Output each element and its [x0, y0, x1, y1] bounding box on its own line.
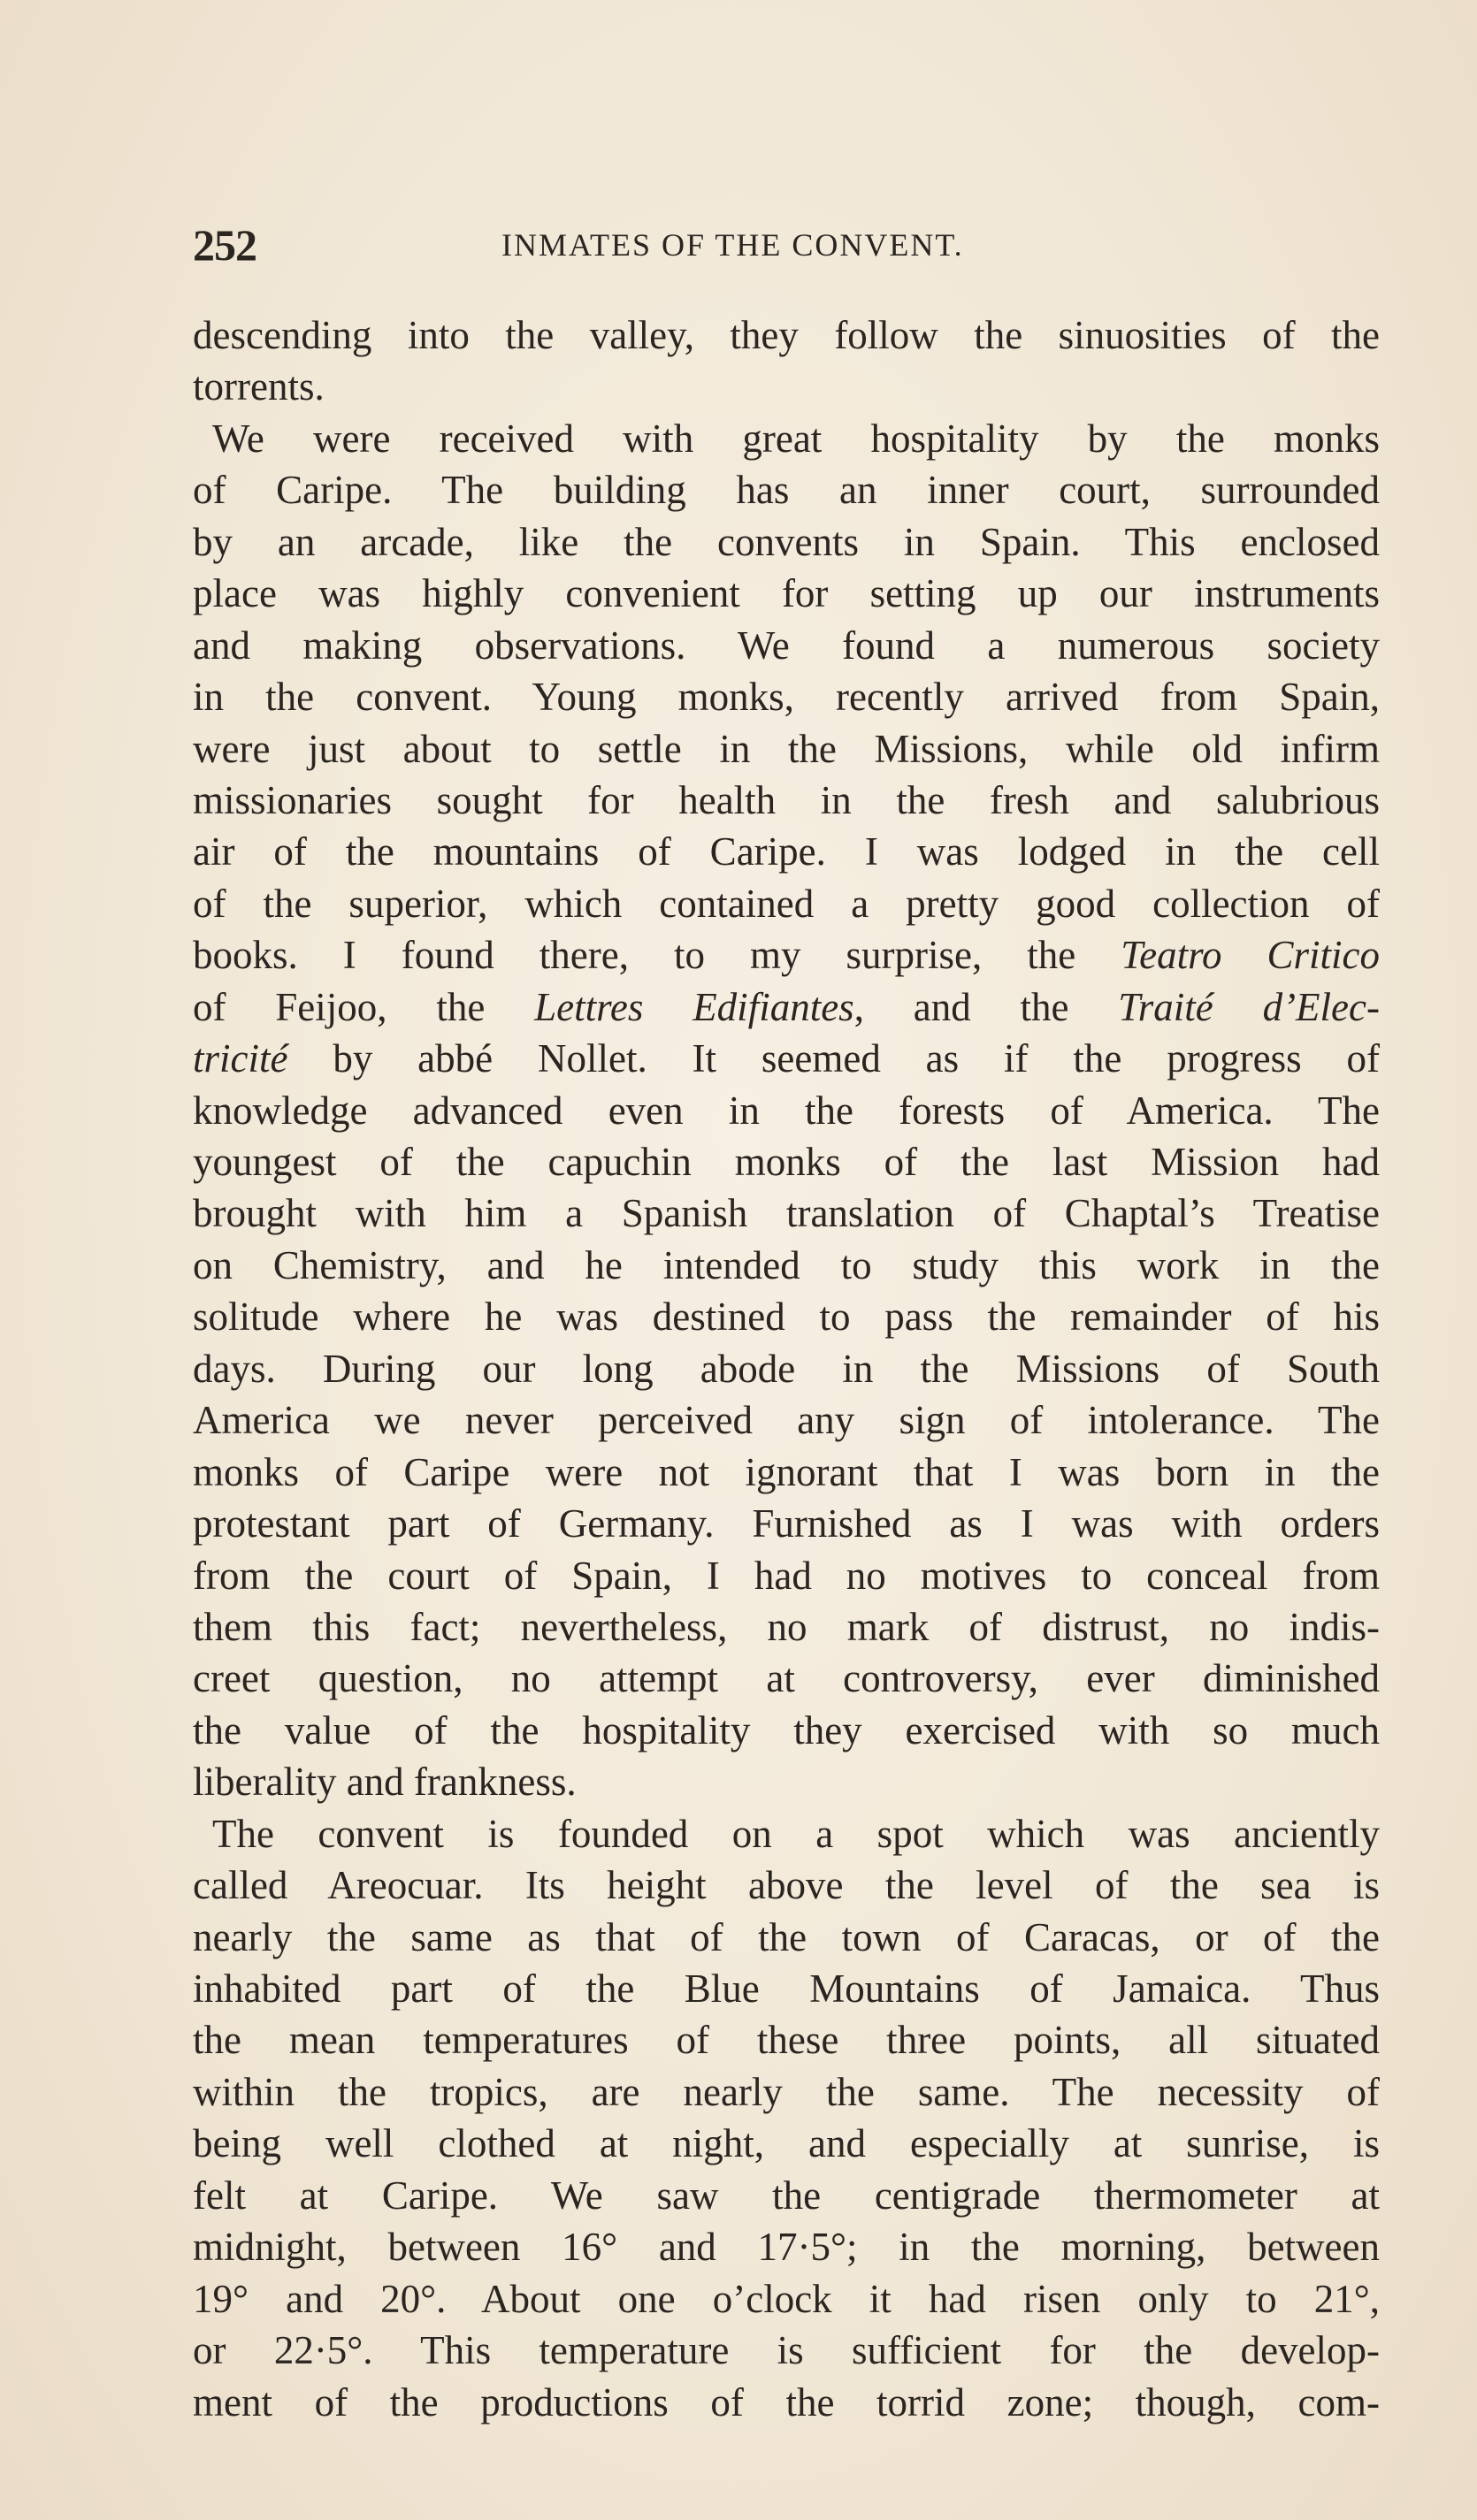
text-segment: descending into the valley, they follow the sinuosities of the [193, 313, 1380, 357]
text-segment: called Areocuar. Its height above the level of the sea is [193, 1863, 1380, 1908]
text-line [193, 1394, 1380, 1446]
text-line [193, 929, 1380, 981]
text-segment: torrents. [193, 364, 325, 409]
text-segment: monks of Caripe were not ignorant that I was born in the [193, 1449, 1380, 1494]
text-line [193, 1912, 1380, 1963]
text-segment: midnight, between 16° and 17·5°; in the morning, between [193, 2225, 1380, 2270]
text-line [193, 1136, 1380, 1187]
italic-title: Teatro Critico [1121, 933, 1380, 978]
text-line [193, 2325, 1380, 2376]
text-segment: within the tropics, are nearly the same. The necessity of [193, 2069, 1380, 2114]
text-segment: creet question, no attempt at controversy, ever diminished [193, 1656, 1380, 1701]
text-line [193, 2118, 1380, 2169]
text-segment: or 22·5°. This temperature is sufficient for the develop- [193, 2328, 1380, 2373]
italic-title: Traité d’Elec- [1118, 984, 1380, 1029]
page-number: 252 [193, 220, 256, 270]
text-line [193, 2170, 1380, 2221]
text-segment: books. I found there, to my surprise, the [193, 933, 1121, 978]
text-line [193, 2221, 1380, 2272]
text-line [193, 361, 1380, 412]
text-line [193, 1447, 1380, 1498]
text-segment: of Feijoo, the [193, 984, 535, 1029]
text-segment: of the superior, which contained a pretty good collection of [193, 881, 1380, 926]
text-segment: America we never perceived any sign of intolerance. The [193, 1398, 1380, 1443]
text-segment: by abbé Nollet. It seemed as if the progress of [287, 1036, 1380, 1081]
text-segment: of Caripe. The building has an inner court, surrounded [193, 468, 1380, 513]
text-line [193, 1343, 1380, 1394]
text-line [193, 1859, 1380, 1911]
text-segment: in the convent. Young monks, recently arrived from Spain, [193, 675, 1380, 720]
paragraph [193, 309, 1380, 413]
paragraph [193, 413, 1380, 1808]
text-line [193, 1756, 1380, 1807]
text-segment: from the court of Spain, I had no motives to conceal from [193, 1553, 1380, 1598]
italic-title: tricité [193, 1036, 288, 1081]
text-segment: days. During our long abode in the Missions of South [193, 1346, 1380, 1391]
text-segment: knowledge advanced even in the forests of America. The [193, 1088, 1380, 1133]
text-segment: were just about to settle in the Missions, while old infirm [193, 726, 1380, 771]
text-line [193, 413, 1380, 464]
text-segment: them this fact; nevertheless, no mark of distrust, no indis- [193, 1604, 1380, 1649]
text-line [193, 1187, 1380, 1239]
text-segment: We were received with great hospitality by the monks [212, 416, 1380, 461]
text-line [193, 775, 1380, 826]
text-segment: protestant part of Germany. Furnished as I was with orders [193, 1501, 1380, 1546]
text-segment: felt at Caripe. We saw the centigrade thermometer at [193, 2173, 1380, 2218]
text-line [193, 1033, 1380, 1084]
text-line [193, 1550, 1380, 1601]
text-segment: brought with him a Spanish translation of Chaptal’s Treatise [193, 1191, 1380, 1236]
text-line [193, 826, 1380, 877]
text-segment: place was highly convenient for setting up our instruments [193, 571, 1380, 616]
text-line [193, 464, 1380, 515]
text-line [193, 1963, 1380, 2014]
text-segment: ment of the productions of the torrid zone; though, com- [193, 2379, 1380, 2425]
text-segment: the mean temperatures of these three points, all situated [193, 2018, 1380, 2063]
text-line [193, 1808, 1380, 1859]
text-segment: youngest of the capuchin monks of the last Mission had [193, 1140, 1380, 1184]
text-segment: the value of the hospitality they exercised with so much [193, 1707, 1380, 1753]
text-line [193, 620, 1380, 671]
text-line [193, 568, 1380, 619]
text-segment: on Chemistry, and he intended to study this work in the [193, 1242, 1380, 1287]
text-line [193, 1240, 1380, 1291]
text-line [193, 981, 1380, 1033]
text-segment: 19° and 20°. About one o’clock it had risen only to 21°, [193, 2276, 1380, 2321]
text-line [193, 723, 1380, 775]
text-line [193, 1653, 1380, 1704]
text-line [193, 309, 1380, 361]
text-line [193, 2273, 1380, 2325]
text-line [193, 2377, 1380, 2428]
text-line [193, 1601, 1380, 1653]
text-segment: nearly the same as that of the town of Caracas, or of the [193, 1914, 1380, 1959]
text-line [193, 1498, 1380, 1549]
paragraph [193, 1808, 1380, 2428]
text-line [193, 1291, 1380, 1342]
text-line [193, 1705, 1380, 1756]
running-header [193, 219, 1380, 272]
body-text [193, 309, 1380, 2428]
running-title: INMATES OF THE CONVENT. [501, 227, 964, 263]
text-line [193, 2014, 1380, 2066]
text-segment: air of the mountains of Caripe. I was lodged in the cell [193, 829, 1380, 874]
text-segment: , and the [853, 984, 1119, 1029]
text-line [193, 1085, 1380, 1136]
text-segment: and making observations. We found a numerous society [193, 622, 1380, 668]
text-line [193, 671, 1380, 722]
text-segment: missionaries sought for health in the fresh and salubrious [193, 777, 1380, 822]
italic-title: Lettres Edifiantes [534, 984, 854, 1029]
text-segment: by an arcade, like the convents in Spain. This enclosed [193, 519, 1380, 564]
text-segment: being well clothed at night, and especially at sunrise, is [193, 2121, 1380, 2166]
text-segment: inhabited part of the Blue Mountains of Jamaica. Thus [193, 1966, 1380, 2011]
text-line [193, 516, 1380, 568]
text-segment: The convent is founded on a spot which was anciently [212, 1811, 1380, 1856]
text-segment: liberality and frankness. [193, 1760, 577, 1805]
text-line [193, 2066, 1380, 2118]
text-line [193, 878, 1380, 929]
text-segment: solitude where he was destined to pass the remainder of his [193, 1294, 1380, 1340]
